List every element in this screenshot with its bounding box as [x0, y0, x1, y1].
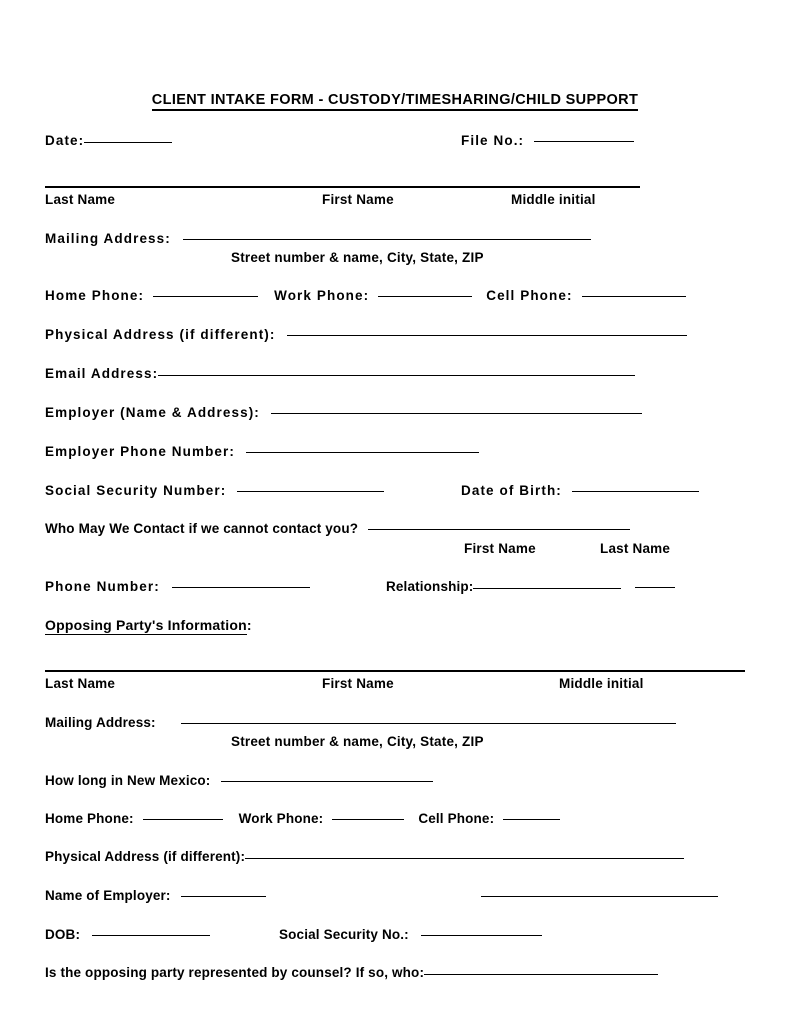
page-title-text: CLIENT INTAKE FORM - CUSTODY/TIMESHARING/CHILD SUPPORT [152, 92, 638, 111]
client-contact-phone-row [45, 579, 310, 594]
client-mailing-address-blank[interactable] [183, 239, 591, 240]
opposing-ssn-row [279, 927, 542, 942]
client-home-phone-label: Home Phone: [45, 288, 145, 303]
opposing-counsel-label: Is the opposing party represented by counsel? If so, who: [45, 965, 425, 980]
opposing-employer-extra-row [481, 888, 718, 903]
page-title [0, 92, 790, 108]
opposing-last-name-caption: Last Name [45, 676, 116, 691]
client-relationship-blank[interactable] [473, 588, 621, 589]
opposing-ssn-blank[interactable] [421, 935, 542, 936]
client-email-label: Email Address: [45, 366, 159, 381]
date-label: Date: [45, 133, 85, 148]
client-cell-phone-label: Cell Phone: [486, 288, 573, 303]
opposing-ssn-label: Social Security No.: [279, 927, 409, 942]
opposing-middle-initial-caption: Middle initial [559, 676, 644, 691]
client-emergency-first-name-caption: First Name [464, 541, 536, 556]
client-employer-row [45, 405, 642, 420]
opposing-party-heading-colon: : [246, 617, 252, 633]
opposing-dob-label: DOB: [45, 927, 81, 942]
client-dob-row [461, 483, 699, 498]
client-relationship-extra-blank[interactable] [635, 587, 675, 588]
opposing-phones-row [45, 811, 560, 826]
client-dob-blank[interactable] [572, 491, 699, 492]
file-no-input-blank[interactable] [534, 141, 634, 142]
client-employer-blank[interactable] [271, 413, 642, 414]
client-emergency-contact-row [45, 521, 630, 536]
opposing-party-heading-text: Opposing Party's Information [45, 617, 247, 633]
client-ssn-label: Social Security Number: [45, 483, 227, 498]
client-emergency-contact-blank[interactable] [368, 529, 630, 530]
opposing-first-name-caption: First Name [322, 676, 394, 691]
client-relationship-row [386, 579, 675, 594]
client-mailing-address-label: Mailing Address: [45, 231, 171, 246]
client-employer-phone-row [45, 444, 479, 459]
date-field-row [45, 133, 172, 148]
opposing-party-heading [45, 617, 252, 633]
client-phones-row [45, 288, 686, 303]
file-no-field-row [461, 133, 634, 148]
opposing-dob-blank[interactable] [92, 935, 210, 936]
client-employer-phone-blank[interactable] [246, 452, 479, 453]
opposing-employer-row [45, 888, 266, 903]
client-cell-phone-blank[interactable] [582, 296, 686, 297]
opposing-work-phone-label: Work Phone: [238, 811, 324, 826]
opposing-employer-blank[interactable] [181, 896, 266, 897]
client-mailing-address-hint: Street number & name, City, State, ZIP [231, 250, 484, 265]
opposing-mailing-address-row [45, 715, 676, 730]
date-input-blank[interactable] [84, 142, 172, 143]
opposing-counsel-row [45, 965, 658, 980]
opposing-physical-address-label: Physical Address (if different): [45, 849, 246, 864]
client-relationship-label: Relationship: [386, 579, 474, 594]
client-contact-phone-blank[interactable] [172, 587, 310, 588]
opposing-how-long-label: How long in New Mexico: [45, 773, 211, 788]
opposing-name-rule [45, 670, 745, 672]
opposing-work-phone-blank[interactable] [332, 819, 404, 820]
client-work-phone-label: Work Phone: [274, 288, 370, 303]
client-mailing-address-row [45, 231, 591, 246]
client-first-name-caption: First Name [322, 192, 394, 207]
client-name-rule [45, 186, 640, 188]
client-physical-address-label: Physical Address (if different): [45, 327, 276, 342]
client-home-phone-blank[interactable] [153, 296, 258, 297]
client-ssn-blank[interactable] [237, 491, 384, 492]
client-middle-initial-caption: Middle initial [511, 192, 596, 207]
client-physical-address-blank[interactable] [287, 335, 687, 336]
opposing-physical-address-row [45, 849, 684, 864]
opposing-home-phone-label: Home Phone: [45, 811, 134, 826]
client-last-name-caption: Last Name [45, 192, 116, 207]
opposing-physical-address-blank[interactable] [245, 858, 684, 859]
opposing-employer-label: Name of Employer: [45, 888, 171, 903]
opposing-dob-row [45, 927, 210, 942]
client-emergency-last-name-caption: Last Name [600, 541, 671, 556]
file-no-label: File No.: [461, 133, 525, 148]
client-dob-label: Date of Birth: [461, 483, 562, 498]
opposing-home-phone-blank[interactable] [143, 819, 223, 820]
client-ssn-row [45, 483, 384, 498]
opposing-employer-extra-blank[interactable] [481, 896, 718, 897]
opposing-how-long-row [45, 773, 433, 788]
opposing-cell-phone-blank[interactable] [503, 819, 560, 820]
client-work-phone-blank[interactable] [378, 296, 472, 297]
opposing-how-long-blank[interactable] [221, 781, 433, 782]
opposing-counsel-blank[interactable] [424, 974, 658, 975]
client-employer-phone-label: Employer Phone Number: [45, 444, 235, 459]
client-email-row [45, 366, 635, 381]
opposing-mailing-address-blank[interactable] [181, 723, 676, 724]
client-employer-label: Employer (Name & Address): [45, 405, 260, 420]
client-email-blank[interactable] [158, 375, 635, 376]
client-physical-address-row [45, 327, 687, 342]
opposing-mailing-address-hint: Street number & name, City, State, ZIP [231, 734, 484, 749]
opposing-mailing-address-label: Mailing Address: [45, 715, 156, 730]
opposing-cell-phone-label: Cell Phone: [418, 811, 495, 826]
client-emergency-contact-label: Who May We Contact if we cannot contact you? [45, 521, 359, 536]
client-contact-phone-label: Phone Number: [45, 579, 160, 594]
